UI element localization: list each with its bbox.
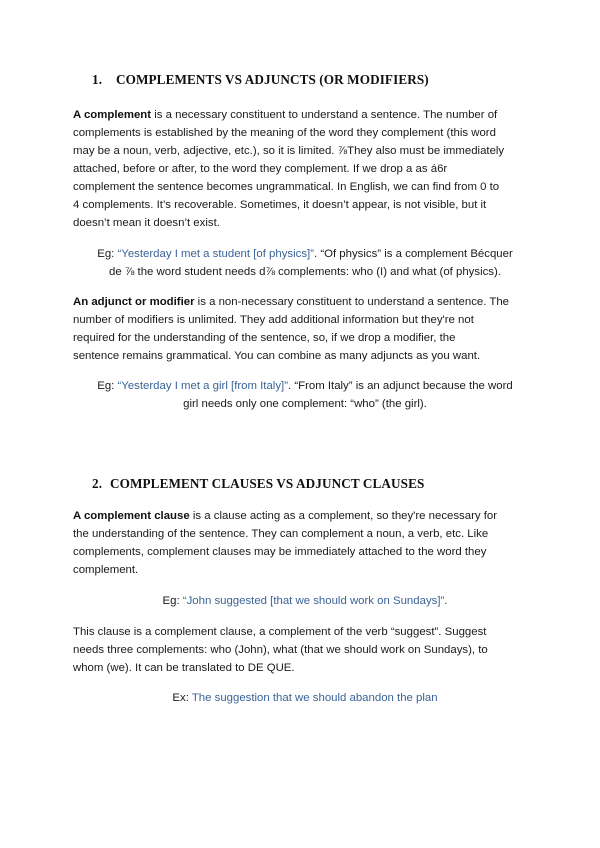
example-1-quote: “Yesterday I met a student [of physics]” xyxy=(117,248,314,260)
example-3-rest: . xyxy=(444,595,448,607)
example-1-prefix: Eg: xyxy=(97,248,118,260)
complement-paragraph xyxy=(73,106,533,232)
example-3-prefix: Eg: xyxy=(162,595,183,607)
section-1-title: COMPLEMENTS VS ADJUNCTS (OR MODIFIERS) xyxy=(116,72,429,87)
section-2-heading xyxy=(92,476,424,492)
section-2-number: 2. xyxy=(92,476,103,491)
adjunct-definition: is a non-necessary constituent to understand a sentence. The number of modifiers is unlimited. They add additional information but they're not required for the understanding of the sentence, so, if we drop a modifier, the sentence remains grammatical. You can combine as many adjuncts as you want. xyxy=(73,296,510,362)
example-2-explanation: . “From Italy” is an adjunct because the word girl needs only one complement: “who” (the girl). xyxy=(183,380,513,410)
complement-term: A complement xyxy=(73,109,152,121)
complement-definition: is a necessary constituent to understand a sentence. The number of complements is established by the meaning of the word they complement (this word may be a noun, verb, adjective, etc.), so it is limited. ⅞They also must be immediately attached, before or after, to the word they complement. If we drop a as á6r complement the sentence becomes ungrammatical. In English, we can find from 0 to 4 complements. It’s recoverable. Sometimes, it doesn’t appear, is not visible, but it doesn’t mean it doesn’t exist. xyxy=(73,109,505,229)
adjunct-paragraph xyxy=(73,293,533,365)
section-2-title: COMPLEMENT CLAUSES VS ADJUNCT CLAUSES xyxy=(110,476,425,491)
example-1-explanation: . “Of physics” is a complement Bécquer de ⅞ the word student needs d⅞ complements: who (I) and what (of physics). xyxy=(109,248,513,278)
section-1-heading xyxy=(92,72,429,88)
example-2-prefix: Eg: xyxy=(97,380,118,392)
section-1-number: 1. xyxy=(92,72,103,87)
example-adjunct xyxy=(60,377,550,413)
example-complement-clause xyxy=(60,592,550,610)
example-4-text: The suggestion that we should abandon the plan xyxy=(191,692,438,704)
explanation-text: This clause is a complement clause, a complement of the verb “suggest”. Suggest needs three complements: who (John), what (that we should work on Sundays), to whom (we). It can be translated to DE QUE. xyxy=(73,626,488,674)
complement-clause-paragraph xyxy=(73,507,533,579)
example-translation xyxy=(60,689,550,707)
example-2-quote: “Yesterday I met a girl [from Italy]” xyxy=(117,380,288,392)
example-3-quote: “John suggested [that we should work on Sundays]” xyxy=(182,595,445,607)
example-complement xyxy=(60,245,550,281)
explanation-paragraph xyxy=(73,623,533,677)
complement-clause-term: A complement clause xyxy=(73,510,190,522)
example-4-prefix: Ex: xyxy=(172,692,192,704)
complement-clause-definition: is a clause acting as a complement, so they're necessary for the understanding of the sentence. They can complement a noun, a verb, etc. Like complements, complement clauses may be immediately attached to the word they complement. xyxy=(73,510,498,576)
adjunct-term: An adjunct or modifier xyxy=(73,296,195,308)
